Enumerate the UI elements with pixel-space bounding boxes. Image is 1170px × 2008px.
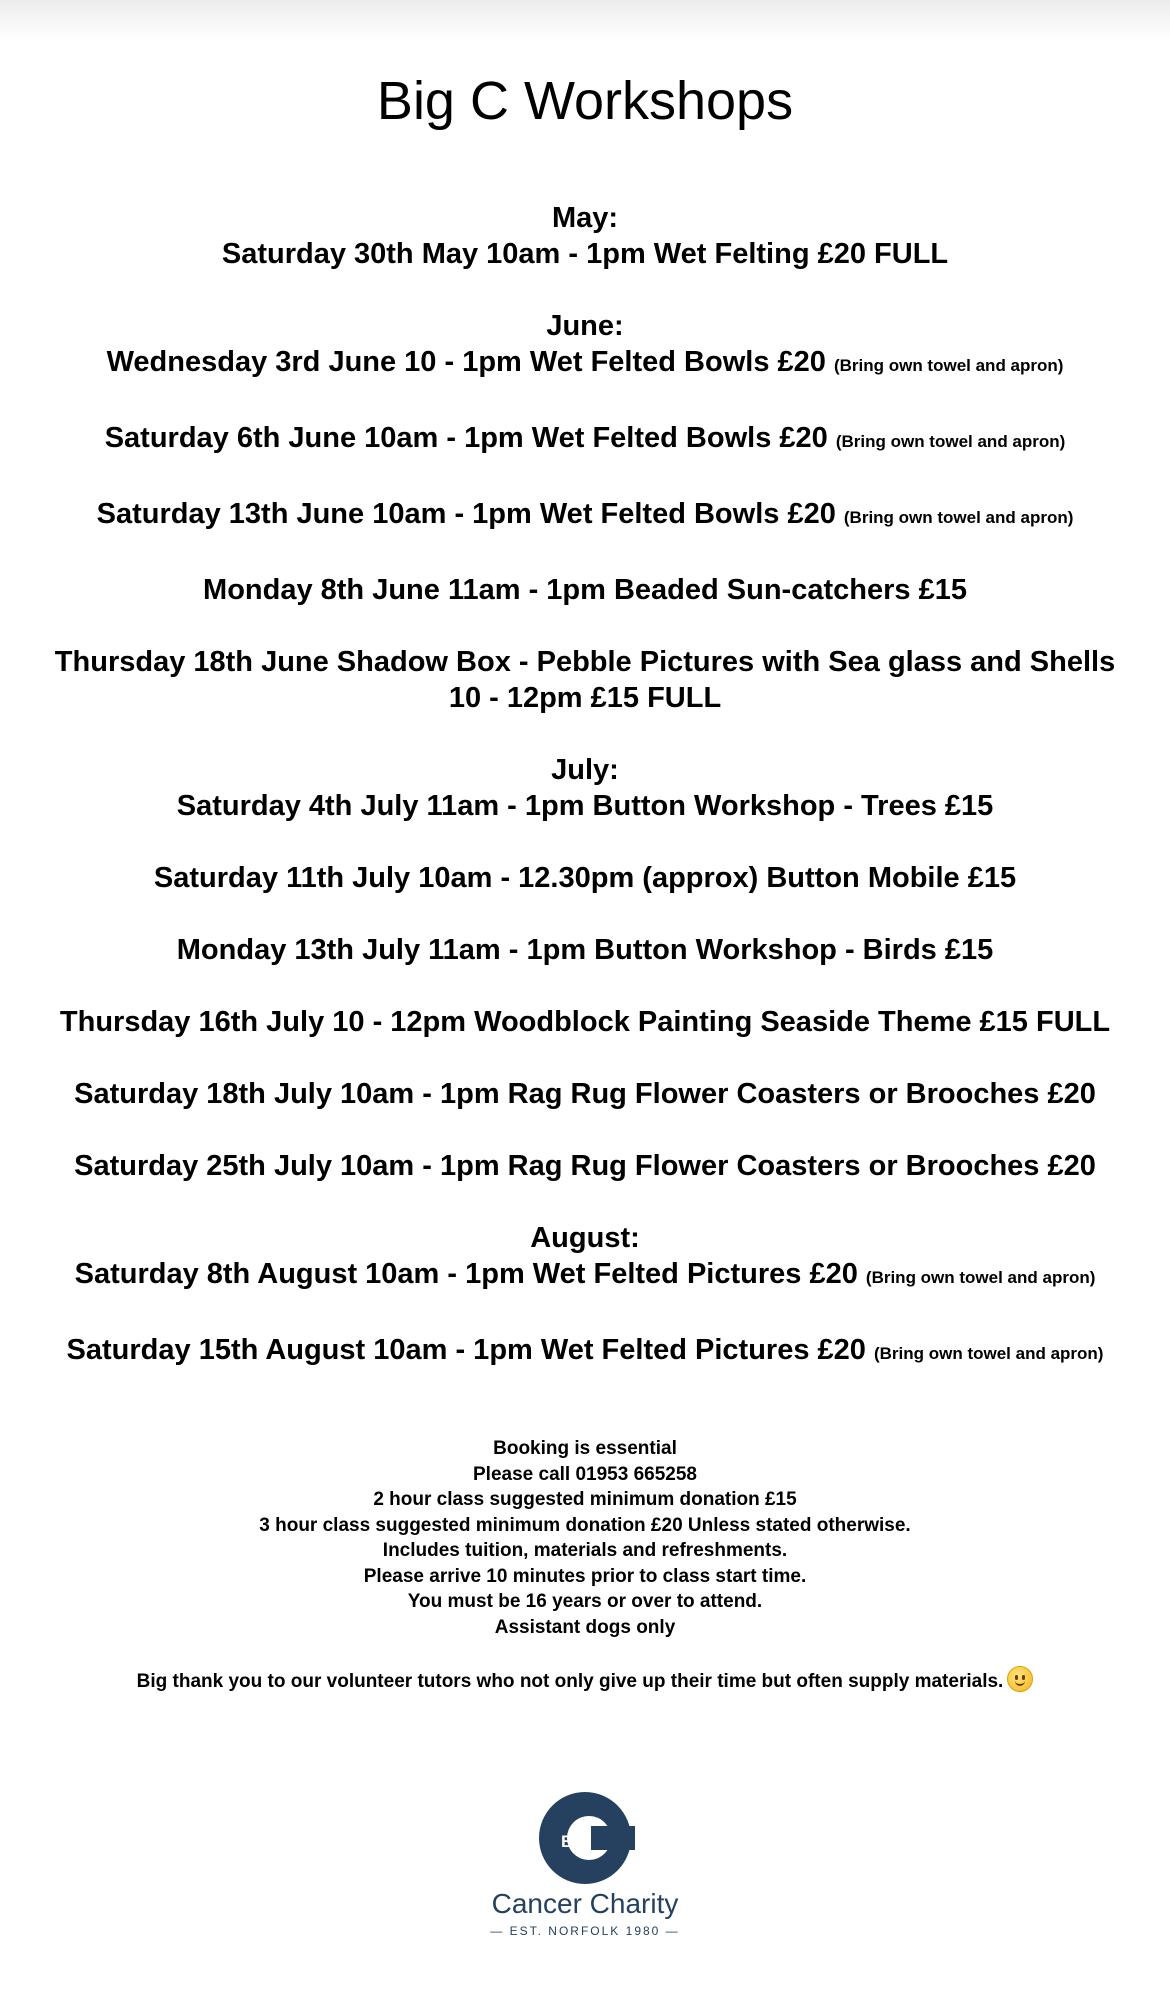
entry-text: Monday 8th June 11am - 1pm Beaded Sun-catchers £15 [203, 574, 967, 606]
month-heading: July: [551, 754, 619, 786]
workshop-entry [0, 496, 1170, 536]
info-line: Please call 01953 665258 [473, 1463, 697, 1485]
info-line: 3 hour class suggested minimum donation £20 Unless stated otherwise. [259, 1514, 911, 1536]
entry-text: Saturday 15th August 10am - 1pm Wet Felted Pictures £20 [66, 1334, 866, 1366]
entry-text: Saturday 13th June 10am - 1pm Wet Felted Bowls £20 [96, 498, 836, 530]
info-line: You must be 16 years or over to attend. [407, 1591, 763, 1612]
month-section-may [0, 200, 1170, 272]
entry-text: Saturday 30th May 10am - 1pm Wet Felting £20 FULL [221, 238, 949, 270]
entry-text: Saturday 6th June 10am - 1pm Wet Felted Bowls £20 [104, 422, 828, 454]
workshop-entry [0, 644, 1170, 716]
month-heading: May: [551, 202, 619, 234]
entry-text: Saturday 8th August 10am - 1pm Wet Felted Pictures £20 [74, 1258, 858, 1290]
workshop-schedule [0, 200, 1170, 1372]
entry-text: Saturday 25th July 10am - 1pm Rag Rug Flower Coasters or Brooches £20 [74, 1150, 1096, 1182]
entry-note: (Bring own towel and apron) [833, 356, 1064, 375]
entry-text: Thursday 16th July 10 - 12pm Woodblock Painting Seaside Theme £15 FULL [59, 1006, 1111, 1038]
info-line: Booking is essential [493, 1438, 677, 1459]
smiley-icon [1007, 1666, 1033, 1692]
month-section-june [0, 308, 1170, 716]
page-title: Big C Workshops [376, 71, 794, 131]
workshop-entry [0, 932, 1170, 968]
big-c-logo [0, 1790, 1170, 1940]
workshop-entry [0, 236, 1170, 272]
thank-you-note [0, 1666, 1170, 1695]
entry-text: Monday 13th July 11am - 1pm Button Workshop - Birds £15 [176, 934, 994, 966]
info-line: 2 hour class suggested minimum donation £15 [373, 1489, 797, 1510]
logo-mark-text: BIG [561, 1832, 592, 1851]
workshop-entry [0, 1148, 1170, 1184]
logo-tagline: — EST. NORFOLK 1980 — [490, 1924, 680, 1938]
workshop-entry [0, 1004, 1170, 1040]
entry-text-line2: 10 - 12pm £15 FULL [448, 682, 722, 714]
entry-text: Saturday 11th July 10am - 12.30pm (approx) Button Mobile £15 [153, 862, 1017, 894]
info-line: Includes tuition, materials and refreshments. [382, 1540, 788, 1561]
entry-text: Wednesday 3rd June 10 - 1pm Wet Felted Bowls £20 [106, 346, 826, 378]
entry-note: (Bring own towel and apron) [843, 508, 1074, 527]
workshop-entry [0, 420, 1170, 460]
workshop-entry [0, 860, 1170, 896]
logo-name: Cancer Charity [491, 1888, 679, 1919]
month-section-august [0, 1220, 1170, 1372]
info-line: Assistant dogs only [494, 1616, 676, 1638]
workshop-entry [0, 344, 1170, 384]
big-c-mark-icon [535, 1790, 635, 1886]
booking-info [0, 1436, 1170, 1640]
workshop-entry [0, 788, 1170, 824]
workshop-entry [0, 572, 1170, 608]
workshop-entry [0, 1256, 1170, 1296]
entry-note: (Bring own towel and apron) [865, 1268, 1096, 1287]
month-heading: August: [530, 1222, 640, 1254]
entry-text: Saturday 18th July 10am - 1pm Rag Rug Flower Coasters or Brooches £20 [74, 1078, 1096, 1110]
entry-text: Thursday 18th June Shadow Box - Pebble Pictures with Sea glass and Shells [54, 646, 1116, 678]
workshop-entry [0, 1332, 1170, 1372]
entry-note: (Bring own towel and apron) [873, 1344, 1104, 1363]
entry-note: (Bring own towel and apron) [835, 432, 1066, 451]
workshop-entry [0, 1076, 1170, 1112]
thank-you-text: Big thank you to our volunteer tutors who not only give up their time but often supply materials. [136, 1671, 1004, 1692]
entry-text: Saturday 4th July 11am - 1pm Button Workshop - Trees £15 [176, 790, 994, 822]
info-line: Please arrive 10 minutes prior to class start time. [363, 1565, 807, 1587]
month-heading: June: [546, 310, 624, 342]
month-section-july [0, 752, 1170, 1184]
